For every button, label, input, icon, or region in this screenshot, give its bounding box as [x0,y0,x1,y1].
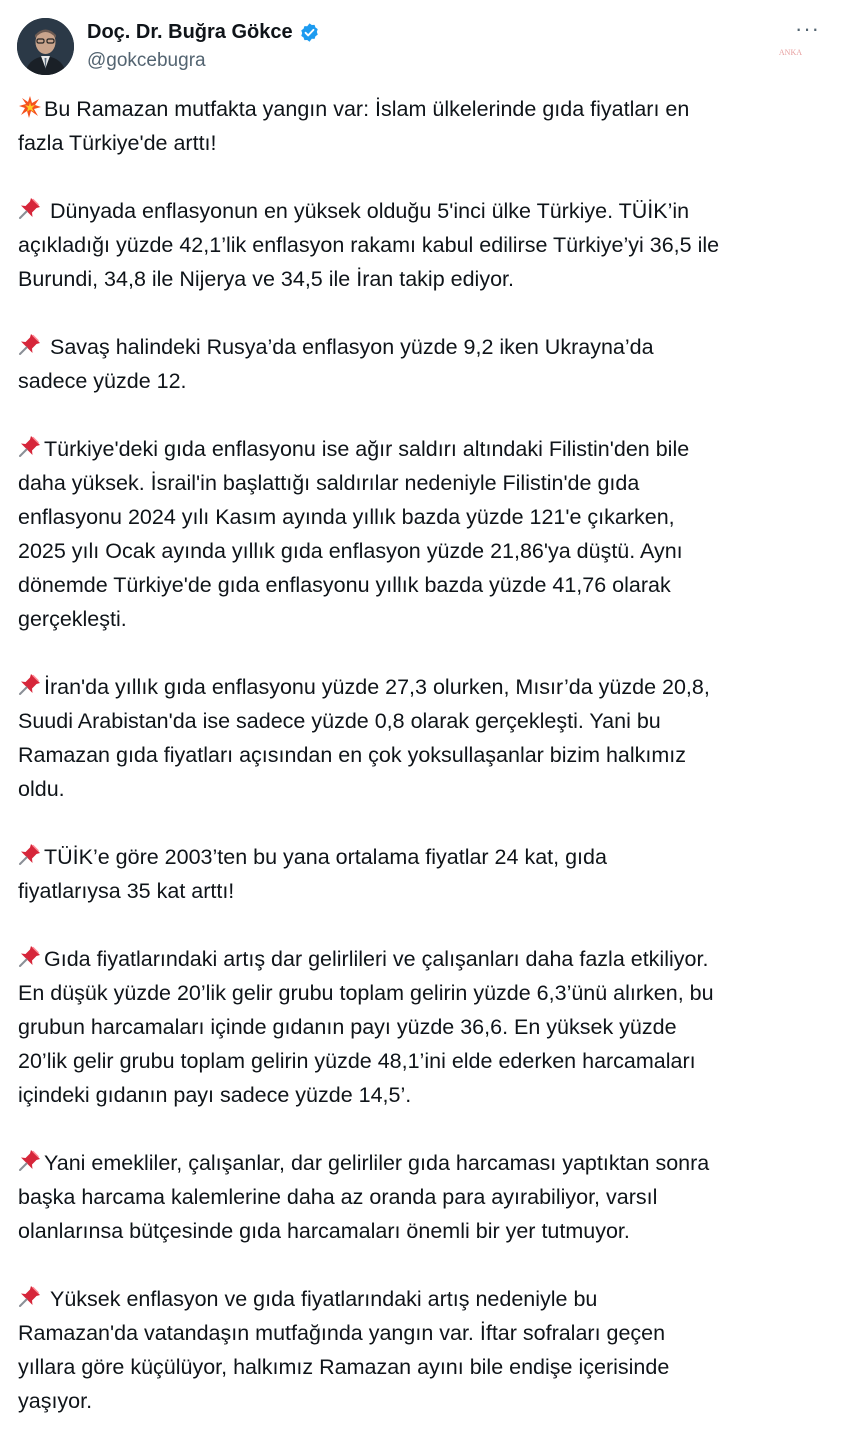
avatar-portrait-icon [17,18,74,75]
tweet-paragraph [18,432,833,636]
paragraph-text: Türkiye'deki gıda enflasyonu ise ağır saldırı altındaki Filistin'den bile daha yüksek. İsrail'in başlattığı saldırılar nedeniyle Filistin'de gıda enflasyonu 2024 yılı Kasım ayında yıllık bazda yüzde 121'e çıkarken, 2025 yılı Ocak ayında yıllık gıda enflasyon yüzde 21,86'ya düştü. Aynı dönemde Türkiye'de gıda enflasyonu yıllık bazda yüzde 41,76 olarak gerçekleşti. [18,437,690,631]
pushpin-icon [18,672,42,698]
tweet-paragraph [18,670,833,806]
tweet-paragraph [18,194,833,296]
paragraph-text: Bu Ramazan mutfakta yangın var: İslam ülkelerinde gıda fiyatları en fazla Türkiye'de arttı! [18,97,690,155]
tweet-paragraph [18,92,833,160]
pushpin-icon [18,196,42,222]
author-name-row[interactable] [87,20,320,44]
collision-icon [18,94,42,120]
tweet-paragraph [18,330,833,398]
paragraph-text: Savaş halindeki Rusya’da enflasyon yüzde 9,2 iken Ukrayna’da sadece yüzde 12. [18,335,654,393]
pushpin-icon [18,944,42,970]
paragraph-text: TÜİK’e göre 2003’ten bu yana ortalama fiyatlar 24 kat, gıda fiyatlarıysa 35 kat arttı! [18,845,607,903]
more-dots-icon[interactable]: ··· [795,16,820,41]
paragraph-text: Yani emekliler, çalışanlar, dar gelirliler gıda harcaması yaptıktan sonra başka harcama kalemlerine daha az oranda para ayırabiliyor, varsıl olanlarınsa bütçesinde gıda harcamaları önemli bir yer tutmuyor. [18,1151,710,1243]
tweet-text [18,92,833,1452]
display-name[interactable]: Doç. Dr. Buğra Gökce [87,21,293,43]
pushpin-icon [18,1284,42,1310]
tweet-paragraph [18,1146,833,1248]
watermark-logo: ANKA [778,48,802,57]
pushpin-icon [18,1148,42,1174]
paragraph-text: Yüksek enflasyon ve gıda fiyatlarındaki artış nedeniyle bu Ramazan'da vatandaşın mutfağında yangın var. İftar sofraları geçen yıllara göre küçülüyor, halkımız Ramazan ayını bile endişe içerisinde yaşıyor. [18,1287,670,1413]
verified-badge-icon [299,22,320,43]
paragraph-text: Gıda fiyatlarındaki artış dar gelirlileri ve çalışanları daha fazla etkiliyor. En düşük yüzde 20’lik gelir grubu toplam gelirin yüzde 6,3’ünü alırken, bu grubun harcamaları içinde gıdanın payı yüzde 36,6. En yüksek yüzde 20’lik gelir grubu toplam gelirin yüzde 48,1’ini elde ederken harcamaları içindeki gıdanın payı sadece yüzde 14,5’. [18,947,714,1107]
pushpin-icon [18,332,42,358]
paragraph-text: Dünyada enflasyonun en yüksek olduğu 5'inci ülke Türkiye. TÜİK’in açıkladığı yüzde 42,1’lik enflasyon rakamı kabul edilirse Türkiye’yi 36,5 ile Burundi, 34,8 ile Nijerya ve 34,5 ile İran takip ediyor. [18,199,720,291]
tweet-paragraph [18,942,833,1112]
avatar[interactable] [17,18,74,75]
handle[interactable]: @gokcebugra [87,50,206,71]
paragraph-text: İran'da yıllık gıda enflasyonu yüzde 27,3 olurken, Mısır’da yüzde 20,8, Suudi Arabistan'da ise sadece yüzde 0,8 olarak gerçekleşti. Yani bu Ramazan gıda fiyatları açısından en çok yoksullaşanlar bizim halkımız oldu. [18,675,710,801]
pushpin-icon [18,434,42,460]
pushpin-icon [18,842,42,868]
tweet-paragraph [18,840,833,908]
tweet-paragraph [18,1282,833,1418]
